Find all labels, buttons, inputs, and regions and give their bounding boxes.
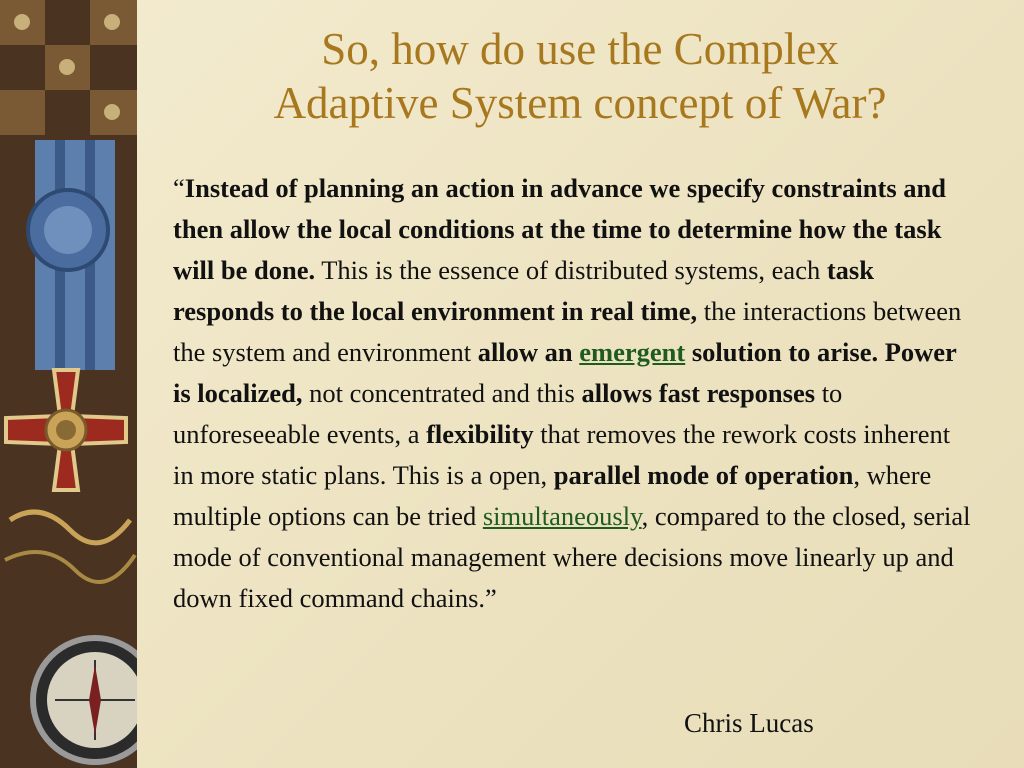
quote-bold-segment-5: allows fast responses xyxy=(581,378,816,408)
title-line-1: So, how do use the Complex xyxy=(321,24,839,74)
quote-segment-4: not concentrated and this xyxy=(302,378,582,408)
quote-bold-segment-3: allow an xyxy=(477,337,580,367)
quote-bold-segment-2: task responds to the local environment in real time, xyxy=(173,255,874,326)
quote-bold-segment-1: Instead of planning an action in advance we specify constraints and then allow the local conditions at the time to determine how the task will be done. xyxy=(173,173,947,285)
title-line-2: Adaptive System concept of War? xyxy=(273,78,887,128)
quote-bold-segment-6: flexibility xyxy=(426,419,534,449)
quote-segment-7: , where multiple options can be tried xyxy=(173,460,932,531)
quote-segment-3: the interactions between the system and environment xyxy=(173,296,962,367)
slide-title xyxy=(150,22,1010,130)
quote-segment-2: This is the essence of distributed systems, each xyxy=(315,255,827,285)
simultaneously-link[interactable]: simultaneously xyxy=(482,501,642,531)
quote-body xyxy=(173,168,973,619)
quote-bold-segment-7: parallel mode of operation xyxy=(553,460,854,490)
decorative-medal-image xyxy=(0,0,137,768)
quote-author: Chris Lucas xyxy=(684,708,814,738)
quote-segment-5: to unforeseeable events, a xyxy=(173,378,843,449)
quote-open-mark: “ xyxy=(173,173,185,203)
quote-bold-segment-4: solution to arise. Power is localized, xyxy=(173,337,957,408)
emergent-link[interactable]: emergent xyxy=(579,337,686,367)
quote-segment-6: that removes the rework costs inherent in more static plans. This is a open, xyxy=(173,419,951,490)
quote-segment-8: , compared to the closed, serial mode of conventional management where decisions move linearly up and down fixed command chains.” xyxy=(173,501,971,613)
